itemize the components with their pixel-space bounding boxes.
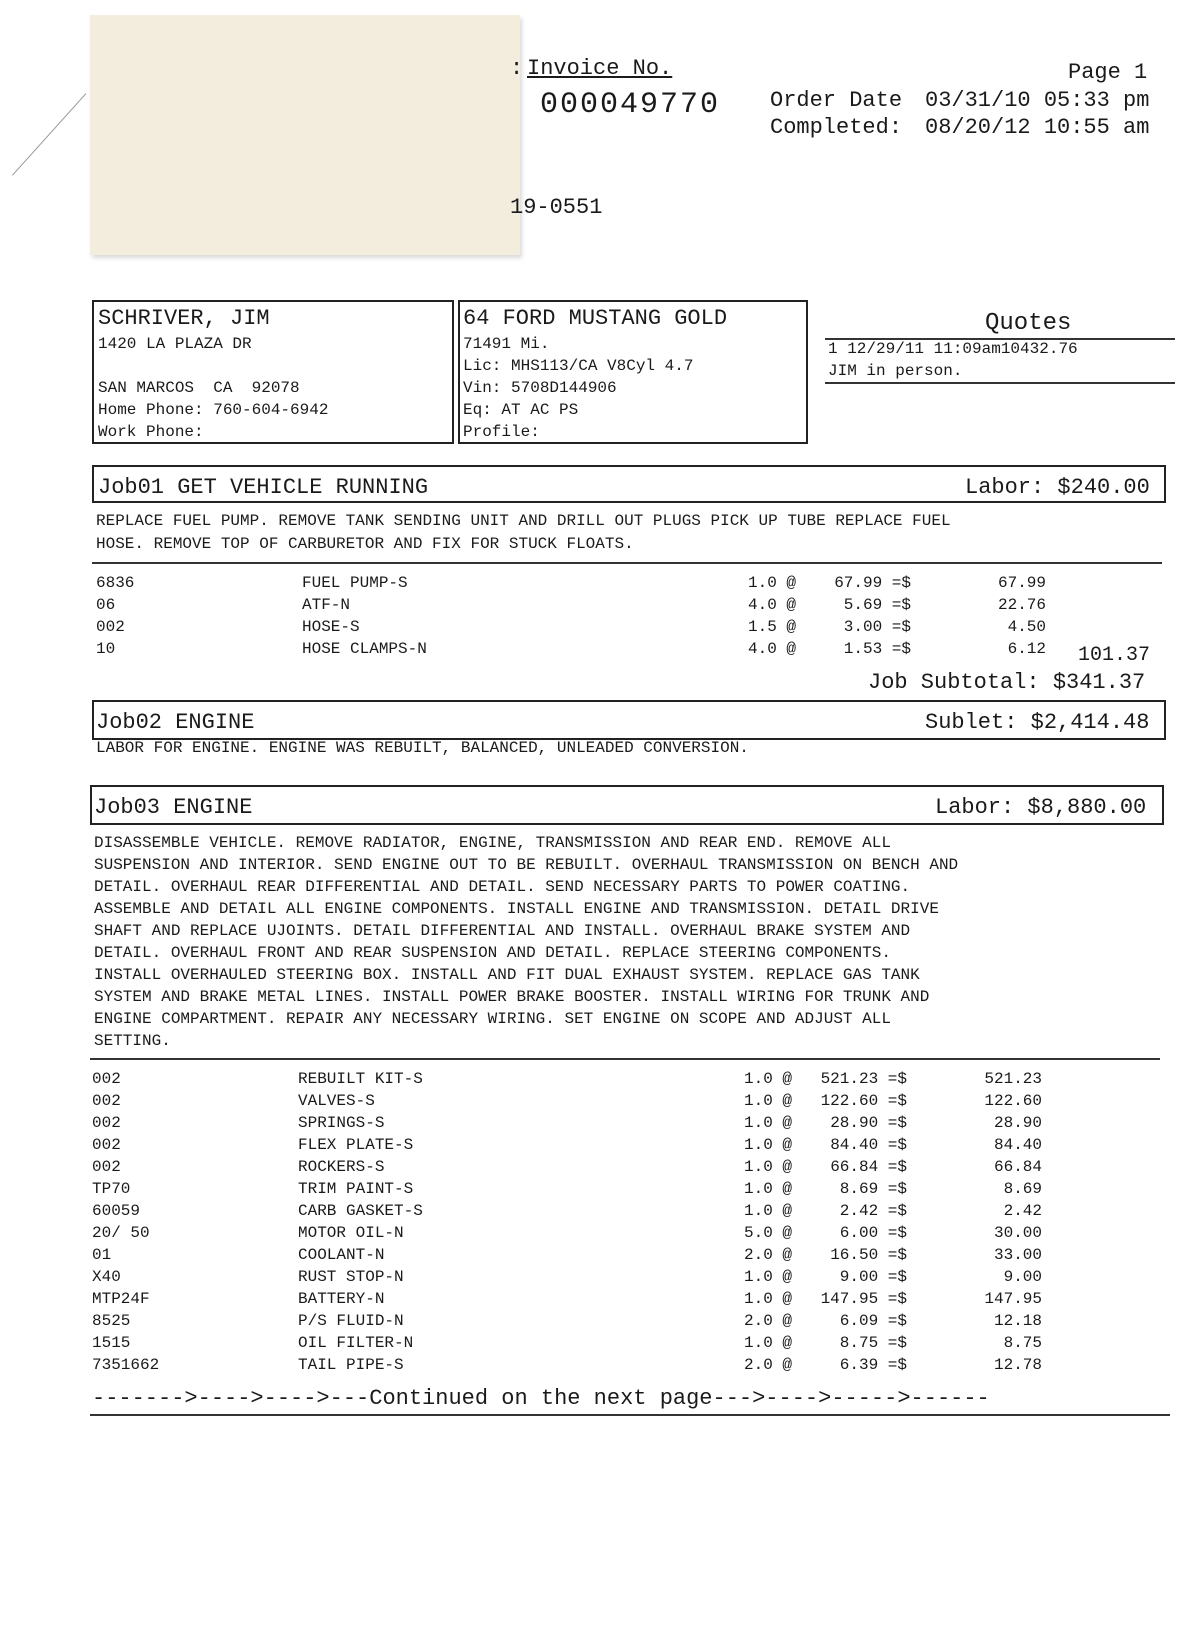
footer-rule xyxy=(90,1414,1170,1416)
part-ext: 8.75 xyxy=(1003,1334,1042,1352)
customer-name: SCHRIVER, JIM xyxy=(98,306,270,331)
part-price: 28.90 =$ xyxy=(830,1114,907,1132)
table-row xyxy=(92,1114,1042,1136)
job03-desc-line4: ASSEMBLE AND DETAIL ALL ENGINE COMPONENTS. INSTALL ENGINE AND TRANSMISSION. DETAIL DRIVE xyxy=(94,900,939,918)
table-row xyxy=(92,1202,1042,1224)
part-qty: 1.5 @ xyxy=(748,618,797,636)
part-desc: COOLANT-N xyxy=(298,1246,385,1264)
invoice-label: Invoice No. xyxy=(527,56,673,81)
part-price: 8.75 =$ xyxy=(839,1334,907,1352)
part-code: 20/ 50 xyxy=(92,1224,150,1242)
part-qty: 2.0 @ xyxy=(744,1246,793,1264)
job01-desc-line2: HOSE. REMOVE TOP OF CARBURETOR AND FIX FOR STUCK FLOATS. xyxy=(96,535,634,553)
part-qty: 1.0 @ xyxy=(744,1180,793,1198)
part-ext: 9.00 xyxy=(1003,1268,1042,1286)
part-desc: FLEX PLATE-S xyxy=(298,1136,414,1154)
order-date-label: Order Date xyxy=(770,88,903,113)
part-code: TP70 xyxy=(92,1180,131,1198)
part-price: 6.39 =$ xyxy=(839,1356,907,1374)
part-desc: CARB GASKET-S xyxy=(298,1202,423,1220)
part-ext: 84.40 xyxy=(993,1136,1042,1154)
part-code: 7351662 xyxy=(92,1356,160,1374)
job01-parts-table xyxy=(96,574,1046,662)
part-desc: FUEL PUMP-S xyxy=(302,574,408,592)
part-qty: 1.0 @ xyxy=(744,1290,793,1308)
job01-desc-rule xyxy=(92,562,1162,564)
table-row xyxy=(92,1268,1042,1290)
vehicle-lic: Lic: MHS113/CA V8Cyl 4.7 xyxy=(463,357,694,375)
part-desc: TAIL PIPE-S xyxy=(298,1356,404,1374)
part-price: 521.23 =$ xyxy=(820,1070,907,1088)
part-ext: 12.18 xyxy=(993,1312,1042,1330)
part-ext: 30.00 xyxy=(993,1224,1042,1242)
invoice-label-fragment: : xyxy=(510,56,524,81)
job01-desc-line1: REPLACE FUEL PUMP. REMOVE TANK SENDING UNIT AND DRILL OUT PLUGS PICK UP TUBE REPLACE FUEL xyxy=(96,512,951,530)
part-qty: 1.0 @ xyxy=(744,1070,793,1088)
part-price: 16.50 =$ xyxy=(830,1246,907,1264)
part-qty: 4.0 @ xyxy=(748,640,797,658)
table-row xyxy=(92,1356,1042,1378)
part-code: X40 xyxy=(92,1268,121,1286)
job03-parts-table xyxy=(92,1070,1042,1378)
part-ext: 12.78 xyxy=(993,1356,1042,1374)
part-desc: MOTOR OIL-N xyxy=(298,1224,404,1242)
table-row xyxy=(92,1180,1042,1202)
job01-parts-total: 101.37 xyxy=(1078,644,1151,667)
job03-desc-line5: SHAFT AND REPLACE UJOINTS. DETAIL DIFFERENTIAL AND INSTALL. OVERHAUL BRAKE SYSTEM AND xyxy=(94,922,911,940)
table-row xyxy=(92,1070,1042,1092)
part-qty: 2.0 @ xyxy=(744,1312,793,1330)
job03-desc-line1: DISASSEMBLE VEHICLE. REMOVE RADIATOR, ENGINE, TRANSMISSION AND REAR END. REMOVE ALL xyxy=(94,834,891,852)
part-ext: 122.60 xyxy=(984,1092,1042,1110)
table-row xyxy=(92,1136,1042,1158)
part-code: 06 xyxy=(96,596,116,614)
home-phone: Home Phone: 760-604-6942 xyxy=(98,401,329,419)
customer-city: SAN MARCOS CA 92078 xyxy=(98,379,300,397)
table-row xyxy=(92,1158,1042,1180)
job01-labor: Labor: $240.00 xyxy=(965,475,1150,500)
quotes-line1: 1 12/29/11 11:09am10432.76 xyxy=(828,340,1078,358)
job03-title: Job03 ENGINE xyxy=(94,795,253,820)
paper-patch xyxy=(90,15,520,255)
work-phone: Work Phone: xyxy=(98,423,204,441)
part-qty: 1.0 @ xyxy=(744,1114,793,1132)
part-price: 1.53 =$ xyxy=(843,640,911,658)
part-ext: 2.42 xyxy=(1003,1202,1042,1220)
job03-desc-line10: SETTING. xyxy=(94,1032,171,1050)
table-row xyxy=(92,1224,1042,1246)
part-code: 002 xyxy=(92,1070,121,1088)
part-desc: REBUILT KIT-S xyxy=(298,1070,423,1088)
table-row xyxy=(92,1334,1042,1356)
part-desc: VALVES-S xyxy=(298,1092,375,1110)
part-desc: P/S FLUID-N xyxy=(298,1312,404,1330)
part-desc: HOSE CLAMPS-N xyxy=(302,640,427,658)
part-ext: 67.99 xyxy=(997,574,1046,592)
part-price: 2.42 =$ xyxy=(839,1202,907,1220)
part-price: 9.00 =$ xyxy=(839,1268,907,1286)
part-price: 122.60 =$ xyxy=(820,1092,907,1110)
part-qty: 2.0 @ xyxy=(744,1356,793,1374)
part-code: 1515 xyxy=(92,1334,131,1352)
order-date: 03/31/10 05:33 pm xyxy=(925,88,1150,113)
part-ext: 22.76 xyxy=(997,596,1046,614)
part-code: 002 xyxy=(92,1114,121,1132)
job03-desc-line6: DETAIL. OVERHAUL FRONT AND REAR SUSPENSION AND DETAIL. REPLACE STEERING COMPONENTS. xyxy=(94,944,891,962)
phone-fragment: 19-0551 xyxy=(510,195,603,220)
part-qty: 1.0 @ xyxy=(744,1136,793,1154)
page-number: Page 1 xyxy=(1068,60,1148,85)
part-price: 3.00 =$ xyxy=(843,618,911,636)
part-ext: 147.95 xyxy=(984,1290,1042,1308)
vehicle-vin: Vin: 5708D144906 xyxy=(463,379,617,397)
job03-desc-rule xyxy=(90,1058,1160,1060)
job03-desc-line8: SYSTEM AND BRAKE METAL LINES. INSTALL POWER BRAKE BOOSTER. INSTALL WIRING FOR TRUNK AND xyxy=(94,988,930,1006)
part-ext: 66.84 xyxy=(993,1158,1042,1176)
part-desc: TRIM PAINT-S xyxy=(298,1180,414,1198)
fold-line xyxy=(12,93,86,175)
job03-labor: Labor: $8,880.00 xyxy=(935,795,1147,820)
part-ext: 6.12 xyxy=(1007,640,1046,658)
part-ext: 8.69 xyxy=(1003,1180,1042,1198)
table-row xyxy=(96,596,1046,618)
part-code: MTP24F xyxy=(92,1290,150,1308)
job03-desc-line9: ENGINE COMPARTMENT. REPAIR ANY NECESSARY WIRING. SET ENGINE ON SCOPE AND ADJUST ALL xyxy=(94,1010,891,1028)
table-row xyxy=(92,1246,1042,1268)
quotes-title: Quotes xyxy=(985,310,1072,337)
vehicle-eq: Eq: AT AC PS xyxy=(463,401,579,419)
part-code: 002 xyxy=(96,618,125,636)
table-row xyxy=(96,618,1046,640)
table-row xyxy=(92,1092,1042,1114)
part-qty: 1.0 @ xyxy=(744,1268,793,1286)
part-code: 002 xyxy=(92,1158,121,1176)
job03-desc-line3: DETAIL. OVERHAUL REAR DIFFERENTIAL AND DETAIL. SEND NECESSARY PARTS TO POWER COATING. xyxy=(94,878,911,896)
vehicle-mileage: 71491 Mi. xyxy=(463,335,550,353)
customer-address: 1420 LA PLAZA DR xyxy=(98,335,252,353)
continued-line: ------->---->---->---Continued on the next page--->---->----->------ xyxy=(92,1386,990,1411)
part-desc: BATTERY-N xyxy=(298,1290,385,1308)
part-desc: ATF-N xyxy=(302,596,351,614)
part-price: 6.09 =$ xyxy=(839,1312,907,1330)
part-code: 60059 xyxy=(92,1202,141,1220)
part-qty: 1.0 @ xyxy=(744,1334,793,1352)
part-code: 002 xyxy=(92,1092,121,1110)
part-price: 66.84 =$ xyxy=(830,1158,907,1176)
table-row xyxy=(96,574,1046,596)
job01-title: Job01 GET VEHICLE RUNNING xyxy=(98,475,429,500)
table-row xyxy=(92,1290,1042,1312)
job02-desc: LABOR FOR ENGINE. ENGINE WAS REBUILT, BALANCED, UNLEADED CONVERSION. xyxy=(96,739,749,757)
part-price: 8.69 =$ xyxy=(839,1180,907,1198)
quotes-rule-bottom xyxy=(825,382,1175,384)
part-ext: 33.00 xyxy=(993,1246,1042,1264)
part-desc: OIL FILTER-N xyxy=(298,1334,414,1352)
vehicle-profile: Profile: xyxy=(463,423,540,441)
part-code: 002 xyxy=(92,1136,121,1154)
job01-subtotal: Job Subtotal: $341.37 xyxy=(868,670,1146,695)
completed-label: Completed: xyxy=(770,115,903,140)
part-desc: HOSE-S xyxy=(302,618,360,636)
vehicle-title: 64 FORD MUSTANG GOLD xyxy=(463,306,728,331)
job03-desc-line7: INSTALL OVERHAULED STEERING BOX. INSTALL AND FIT DUAL EXHAUST SYSTEM. REPLACE GAS TANK xyxy=(94,966,920,984)
part-desc: SPRINGS-S xyxy=(298,1114,385,1132)
invoice-number: 000049770 xyxy=(540,88,721,122)
part-ext: 4.50 xyxy=(1007,618,1046,636)
job02-sublet: Sublet: $2,414.48 xyxy=(925,710,1150,735)
part-qty: 1.0 @ xyxy=(744,1202,793,1220)
part-price: 147.95 =$ xyxy=(820,1290,907,1308)
part-desc: ROCKERS-S xyxy=(298,1158,385,1176)
part-desc: RUST STOP-N xyxy=(298,1268,404,1286)
part-price: 5.69 =$ xyxy=(843,596,911,614)
job02-title: Job02 ENGINE xyxy=(96,710,255,735)
part-price: 67.99 =$ xyxy=(834,574,911,592)
part-ext: 28.90 xyxy=(993,1114,1042,1132)
part-ext: 521.23 xyxy=(984,1070,1042,1088)
part-qty: 4.0 @ xyxy=(748,596,797,614)
part-qty: 1.0 @ xyxy=(744,1092,793,1110)
part-code: 01 xyxy=(92,1246,112,1264)
quotes-line2: JIM in person. xyxy=(828,362,963,380)
part-code: 8525 xyxy=(92,1312,131,1330)
part-price: 84.40 =$ xyxy=(830,1136,907,1154)
part-price: 6.00 =$ xyxy=(839,1224,907,1242)
table-row xyxy=(92,1312,1042,1334)
table-row xyxy=(96,640,1046,662)
part-qty: 1.0 @ xyxy=(748,574,797,592)
part-code: 6836 xyxy=(96,574,135,592)
completed-date: 08/20/12 10:55 am xyxy=(925,115,1150,140)
part-code: 10 xyxy=(96,640,116,658)
part-qty: 1.0 @ xyxy=(744,1158,793,1176)
part-qty: 5.0 @ xyxy=(744,1224,793,1242)
job03-desc-line2: SUSPENSION AND INTERIOR. SEND ENGINE OUT TO BE REBUILT. OVERHAUL TRANSMISSION ON BENCH AND xyxy=(94,856,959,874)
